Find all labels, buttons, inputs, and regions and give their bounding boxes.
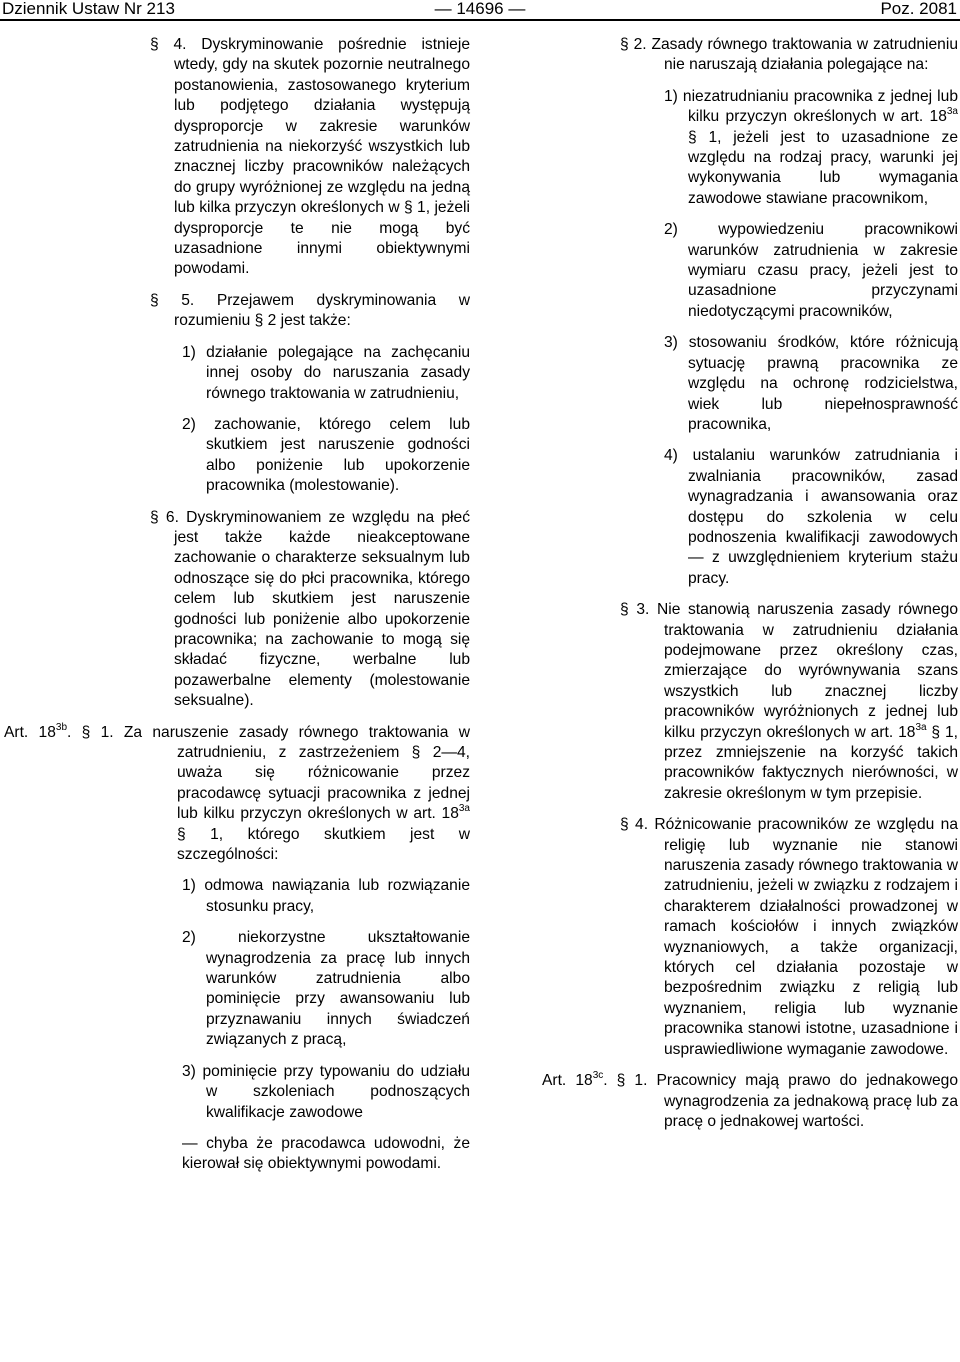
paragraph-5: § 5. Przejawem dyskryminowania w rozumieniu § 2 jest także: [150,291,470,330]
article-text: . § 1. Za naruszenie zasady równego traktowania w zatrudnieniu, z zastrzeżeniem § 2—4, uważa się różnicowanie przez pracodawcę sytuacji pracownika z jednej lub kilku przyczyn określonych w art. 18 [67,723,470,823]
right-column [542,35,958,1143]
paragraph-5-list [4,343,470,497]
article-18-3c [542,1071,958,1132]
header-rule [0,19,960,21]
article-superscript: 3c [592,1070,604,1082]
paragraph-6: § 6. Dyskryminowaniem ze względu na płeć jest także każde nieakceptowane zachowanie o charakterze seksualnym lub odnoszące się do płci pracownika, którego celem lub skutkiem jest naruszenie godności lub poniżenie albo upokorzenie pracownika; na zachowanie to mogą się składać fizyczne, werbalne lub pozawerbalne elementy (molestowanie seksualne). [150,508,470,710]
list-item: 3) pominięcie przy typowaniu do udziału w szkoleniach podnoszących kwalifikacje zawodowe [182,1062,470,1121]
article-label: Art. 18 [4,723,56,741]
list-item: 1) odmowa nawiązania lub rozwiązanie stosunku pracy, [182,877,470,915]
list-item: 2) niekorzystne ukształtowanie wynagrodzenia za pracę lub innych warunków zatrudnienia albo pominięcie przy awansowaniu lub przyznawaniu innych świadczeń związanych z pracą, [182,929,470,1049]
reference-superscript: 3a [458,803,470,815]
reference-superscript: 3a [915,721,927,733]
article-18-3b [4,723,470,866]
article-label: Art. 18 [542,1072,593,1090]
article-text: . § 1. Pracownicy mają prawo do jednakowego wynagrodzenia za jednakową pracę lub za pracę o jednakowej wartości. [603,1072,959,1130]
journal-title: Dziennik Ustaw Nr 213 [2,0,175,18]
list-item: 2) zachowanie, którego celem lub skutkiem jest naruszenie godności albo poniżenie lub upokorzenie pracownika (molestowanie). [182,415,470,495]
paragraph-4-right: § 4. Różnicowanie pracowników ze względu na religię lub wyznanie nie stanowi naruszenia zasady równego traktowania w zatrudnieniu, jeżeli w związku z rodzajem i charakterem działalności prowadzonej w ramach kościołów i innych związków wyznaniowych, a także organizacji, których cel działania pozostaje w bezpośrednim związku z religią lub wyznaniem, religia lub wyznanie pracownika stanowi istotne, uzasadnione i usprawiedliwione wymaganie zawodowe. [620,816,958,1058]
paragraph-3: § 3. Nie stanowią naruszenia zasady równego traktowania w zatrudnieniu działania podejmowane przez określony czas, zmierzające do wyrównywania szans wszystkich lub znacznej liczby pracowników wyróżnionych z jednej lub kilku przyczyn określonych w art. $18^{3a}$ § 1, przez zmniejszenie na korzyść takich pracowników faktycznych nierówności, w zakresie określonym w tym przepisie. [620,601,958,802]
list-item: 2) wypowiedzeniu pracownikowi warunków zatrudnienia w zakresie wymiaru czasu pracy, jeżeli jest to uzasadnione przyczynami niedotyczącymi pracowników, [664,221,958,320]
article-list [4,876,470,1122]
list-item: 1) działanie polegające na zachęcaniu innej osoby do naruszania zasady równego traktowania w zatrudnieniu, [182,343,470,402]
article-text-cont: § 1, którego skutkiem jest w szczególności: [177,825,470,864]
left-column [4,35,470,1186]
page-header [0,0,960,24]
paragraph-2-list [542,87,958,589]
list-item: 1) niezatrudnianiu pracownika z jednej lub kilku przyczyn określonych w art. $18^{3a}$ § 1, jeżeli jest to uzasadnione ze względu na rodzaj pracy, warunki jej wykonywania lub wymagania zawodowe stawiane pracownikom, [664,87,958,207]
list-item: 3) stosowaniu środków, które różnicują sytuację prawną pracownika ze względu na ochronę rodzicielstwa, wiek lub niepełnosprawność pracownika, [664,334,958,433]
article-closing: — chyba że pracodawca udowodni, że kierował się obiektywnymi powodami. [182,1134,470,1173]
position-number: Poz. 2081 [880,0,957,18]
list-item: 4) ustalaniu warunków zatrudniania i zwalniania pracowników, zasad wynagradzania i awansowania oraz dostępu do szkolenia w celu podnoszenia kwalifikacji zawodowych — z uwzględnieniem kryterium stażu pracy. [664,447,958,587]
page-number: — 14696 — [434,0,526,18]
paragraph-2: § 2. Zasady równego traktowania w zatrudnieniu nie naruszają działania polegające na: [620,36,958,74]
article-superscript: 3b [55,721,68,733]
reference-superscript: 3a [946,106,958,118]
paragraph-4: § 4. Dyskryminowanie pośrednie istnieje wtedy, gdy na skutek pozornie neutralnego postanowienia, zastosowanego kryterium lub podjętego działania występują dysproporcje w zakresie warunków zatrudnienia na niekorzyść wszystkich lub znacznej liczby pracowników należących do grupy wyróżnionej ze względu na jedną lub kilka przyczyn określonych w § 1, jeżeli dysproporcje te nie mogą być uzasadnione innymi obiektywnymi powodami. [150,36,470,278]
